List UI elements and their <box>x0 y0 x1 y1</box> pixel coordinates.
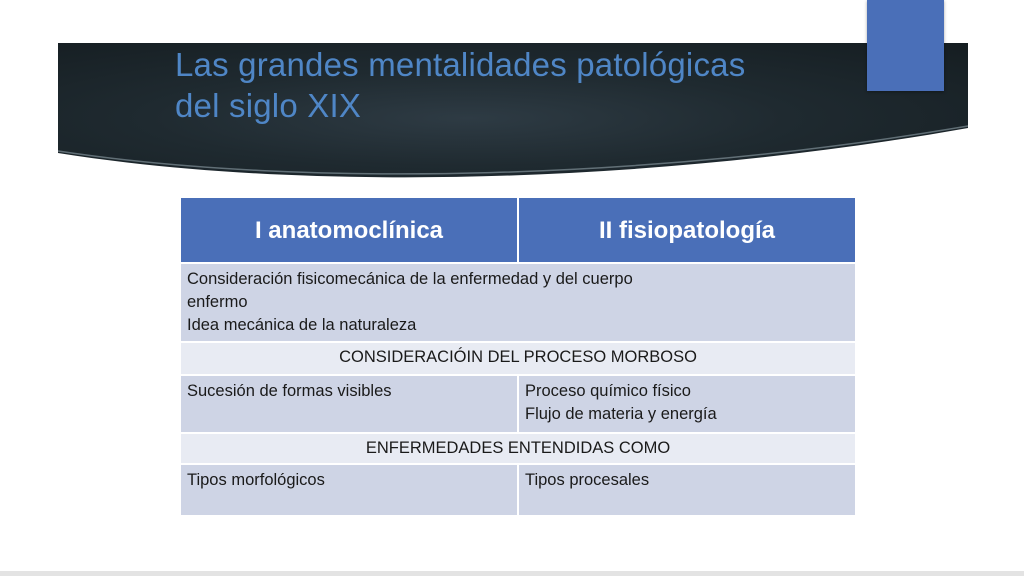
table-row <box>180 342 856 375</box>
table-header-row <box>180 197 856 263</box>
table-cell-consideracion <box>180 263 856 342</box>
table-row <box>180 375 856 433</box>
header-fisiopatologia: II fisiopatología <box>518 197 856 263</box>
table-cell-proceso-quimico <box>518 375 856 433</box>
title-line-1: Las grandes mentalidades patológicas <box>175 46 746 83</box>
table-cell-sucesion: Sucesión de formas visibles <box>180 375 518 433</box>
table-cell-tipos-procesales: Tipos procesales <box>518 464 856 516</box>
slide-title <box>175 44 855 126</box>
table-cell-enfermedades: ENFERMEDADES ENTENDIDAS COMO <box>180 433 856 464</box>
table-cell-tipos-morfologicos: Tipos morfológicos <box>180 464 518 516</box>
header-anatomoclinica: I anatomoclínica <box>180 197 518 263</box>
accent-square <box>867 0 944 91</box>
cell-line: Consideración fisicomecánica de la enfermedad y del cuerpo <box>187 270 633 288</box>
bottom-divider <box>0 571 1024 576</box>
table-row <box>180 263 856 342</box>
table-row <box>180 433 856 464</box>
table-row <box>180 464 856 516</box>
cell-line: Idea mecánica de la naturaleza <box>187 316 417 334</box>
cell-line: Flujo de materia y energía <box>525 405 717 423</box>
cell-line: enfermo <box>187 293 248 311</box>
table-cell-proceso-morboso: CONSIDERACIÓIN DEL PROCESO MORBOSO <box>180 342 856 375</box>
comparison-table <box>179 196 857 517</box>
cell-line: Proceso químico físico <box>525 382 691 400</box>
title-line-2: del siglo XIX <box>175 87 362 124</box>
